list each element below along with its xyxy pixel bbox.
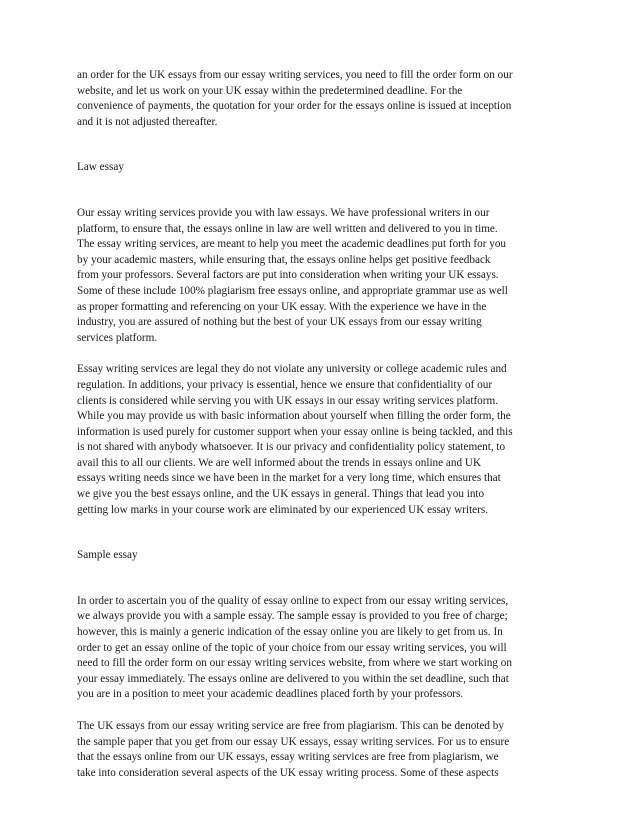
text-line: you are in a position to meet your academic deadlines placed forth by your professors. — [77, 688, 464, 701]
text-line: is not shared with anybody whatsoever. It is our privacy and confidentiality policy statement, to — [77, 441, 506, 454]
text-line: Essay writing services are legal they do not violate any university or college academic rules and — [77, 363, 507, 376]
text-line: convenience of payments, the quotation for your order for the essays online is issued at inception — [77, 100, 512, 113]
spacer — [77, 130, 567, 160]
text-line: take into consideration several aspects of the UK essay writing process. Some of these aspects — [77, 766, 499, 779]
text-line: The UK essays from our essay writing service are free from plagiarism. This can be denoted by — [77, 720, 504, 732]
text-line: clients is considered while serving you with UK essays in our essay writing services platform. — [77, 394, 499, 407]
text-line: by your academic masters, while ensuring that, the essays online helps get positive feedback — [77, 253, 491, 266]
text-line: The essay writing services, are meant to help you meet the academic deadlines put forth for you — [77, 238, 507, 251]
text-line: that the essays online from our UK essays, essay writing services are free from plagiarism, we — [77, 751, 499, 764]
spacer — [77, 176, 567, 206]
text-line: Some of these include 100% plagiarism free essays online, and appropriate grammar use as well — [77, 284, 508, 297]
spacer — [77, 518, 567, 548]
text-line: platform, to ensure that, the essays online in law are well written and delivered to you in time. — [77, 222, 498, 235]
text-line: your essay immediately. The essays online are delivered to you within the set deadline, such that — [77, 672, 509, 685]
heading-sample-essay: Sample essay — [77, 549, 138, 562]
text-line: need to fill the order form on our essay writing services website, from where we start working on — [77, 657, 512, 670]
text-line: getting low marks in your course work are eliminated by our experienced UK essay writers. — [77, 503, 489, 516]
text-line: information is used purely for customer support when your essay online is being tackled, and this — [77, 425, 513, 438]
text-line: from your professors. Several factors are put into consideration when writing your UK essays. — [77, 269, 499, 282]
document-body — [77, 68, 567, 781]
text-line: the sample paper that you get from our essay UK essays, essay writing services. For us to ensure — [77, 735, 510, 748]
spacer — [77, 703, 567, 719]
text-line: Our essay writing services provide you with law essays. We have professional writers in our — [77, 206, 490, 219]
text-line: website, and let us work on your UK essay within the predetermined deadline. For the — [77, 84, 463, 97]
text-line: we always provide you with a sample essay. The sample essay is provided to you free of charge; — [77, 610, 508, 623]
text-line: While you may provide us with basic information about yourself when filling the order form, the — [77, 410, 511, 423]
heading-law-essay: Law essay — [77, 161, 124, 174]
text-line: services platform. — [77, 331, 158, 344]
paragraph-law-essays — [77, 206, 567, 346]
spacer — [77, 564, 567, 594]
text-line: essays writing needs since we have been in the market for a very long time, which ensures that — [77, 472, 501, 485]
paragraph-plagiarism-free — [77, 719, 567, 781]
paragraph-order-form — [77, 68, 567, 130]
text-line: industry, you are assured of nothing but the best of your UK essays from our essay writing — [77, 316, 482, 329]
text-line: however, this is mainly a generic indication of the essay online you are likely to get from us. In — [77, 626, 503, 639]
text-line: an order for the UK essays from our essay writing services, you need to fill the order form on our — [77, 69, 513, 81]
paragraph-sample-essay — [77, 594, 567, 703]
text-line: we give you the best essays online, and the UK essays in general. Things that lead you into — [77, 488, 485, 501]
text-line: as proper formatting and referencing on your UK essay. With the experience we have in the — [77, 300, 487, 313]
spacer — [77, 346, 567, 362]
text-line: regulation. In additions, your privacy is essential, hence we ensure that confidentiality of our — [77, 378, 493, 391]
text-line: In order to ascertain you of the quality of essay online to expect from our essay writing services, — [77, 594, 509, 607]
paragraph-legal-privacy — [77, 362, 567, 518]
text-line: and it is not adjusted thereafter. — [77, 115, 218, 128]
text-line: order to get an essay online of the topic of your choice from our essay writing services, you will — [77, 641, 507, 654]
text-line: avail this to all our clients. We are well informed about the trends in essays online and UK — [77, 456, 482, 469]
